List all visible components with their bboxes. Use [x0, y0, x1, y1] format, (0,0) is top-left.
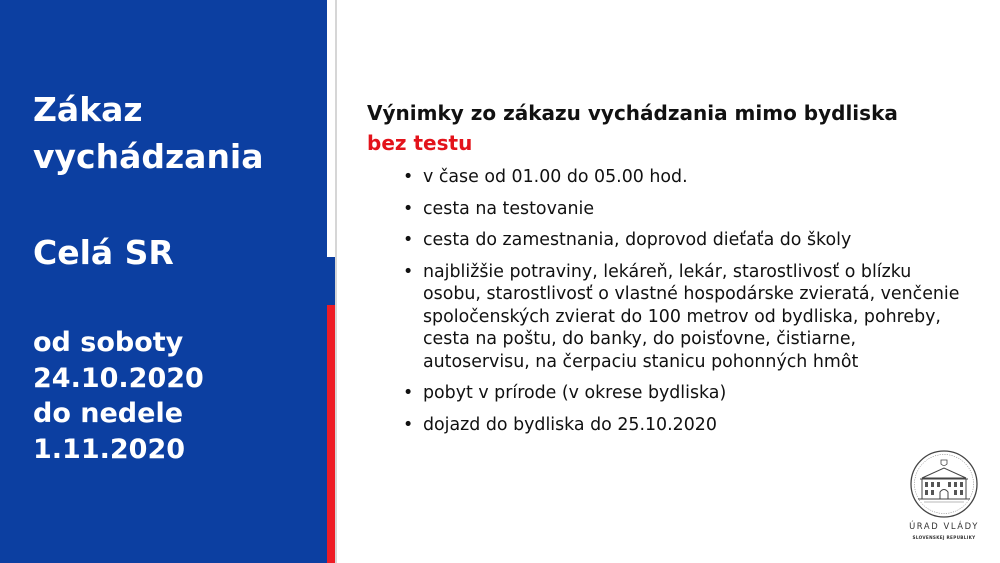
list-item-text: cesta do zamestnania, doprovod dieťaťa do školy: [423, 230, 852, 250]
region-label: Celá SR: [33, 233, 174, 272]
date-range: [33, 325, 204, 467]
bullet-icon: •: [403, 230, 414, 250]
list-item-text: v čase od 01.00 do 05.00 hod.: [423, 167, 688, 187]
list-item: [403, 261, 963, 374]
date-line-2: 24.10.2020: [33, 362, 204, 394]
list-item-text: pobyt v prírode (v okrese bydliska): [423, 383, 727, 403]
divider-strip-white: [327, 0, 335, 257]
list-item: [403, 414, 963, 437]
date-line-1: od soboty: [33, 327, 184, 358]
title-line-2: vychádzania: [33, 137, 264, 176]
list-item: [403, 166, 963, 189]
heading-text: Výnimky zo zákazu vychádzania mimo bydliska: [367, 101, 898, 125]
divider-strip-red: [327, 305, 335, 563]
divider-line: [335, 0, 337, 563]
date-line-4: 1.11.2020: [33, 433, 186, 465]
exceptions-heading: [367, 98, 987, 158]
list-item: [403, 229, 963, 252]
bullet-icon: •: [403, 198, 414, 219]
bullet-icon: •: [403, 414, 414, 435]
date-line-3: do nedele: [33, 398, 184, 429]
heading-accent: bez testu: [367, 131, 473, 155]
exceptions-list: [403, 166, 963, 445]
logo-caption: ÚRAD VLÁDY: [909, 521, 979, 531]
bullet-icon: •: [403, 383, 414, 403]
list-item-text: najbližšie potraviny, lekáreň, lekár, starostlivosť o blízku osobu, starostlivosť o vlastné hospodárske zvieratá, venčenie spoločenských zvierat do 100 metrov od bydliska, pohreby, cesta na poštu, do banky, do poisťovne, čistiarne, autoservisu, na čerpaciu stanicu pohonných hmôt: [423, 261, 960, 372]
government-office-logo: [908, 448, 980, 548]
bullet-icon: •: [403, 167, 414, 187]
list-item: [403, 382, 963, 405]
divider-strip-blue: [327, 257, 335, 305]
title-line-1: Zákaz: [33, 90, 143, 129]
government-building-emblem-icon: [908, 448, 980, 520]
bullet-icon: •: [403, 261, 414, 282]
list-item-text: dojazd do bydliska do 25.10.2020: [423, 414, 717, 435]
logo-subcaption: SLOVENSKEJ REPUBLIKY: [912, 535, 976, 540]
list-item: [403, 198, 963, 221]
left-panel: [0, 0, 327, 563]
page-title: [33, 86, 264, 180]
list-item-text: cesta na testovanie: [423, 198, 595, 219]
